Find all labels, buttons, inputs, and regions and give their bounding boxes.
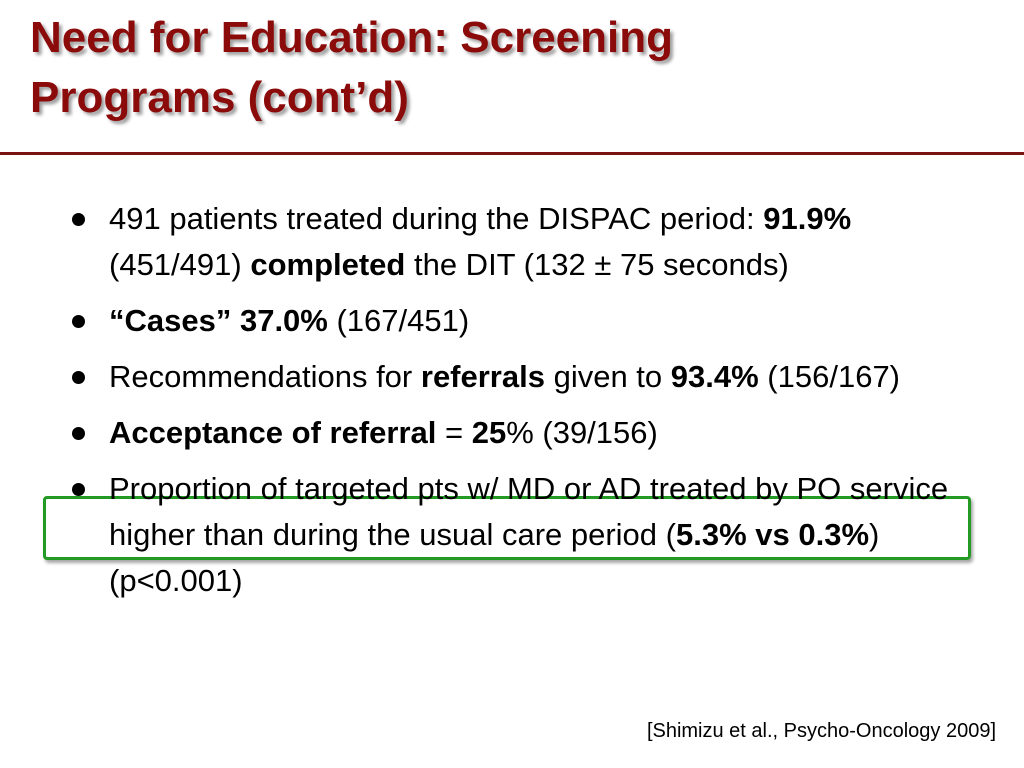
bullet-text: 491 patients treated during the DISPAC period: xyxy=(109,201,764,236)
bullet-text: = xyxy=(436,415,472,450)
citation: [Shimizu et al., Psycho-Oncology 2009] xyxy=(646,720,996,742)
bullet-bold-text: “Cases” 37.0% xyxy=(109,303,328,338)
bullet-list xyxy=(68,196,968,614)
title-divider xyxy=(0,152,1024,155)
slide-title xyxy=(30,8,1010,128)
slide-title-line-1: Need for Education: Screening xyxy=(30,13,673,62)
bullet-icon xyxy=(72,427,85,440)
bullet-bold-text: referrals xyxy=(420,359,545,394)
bullet-item-proportion xyxy=(68,466,968,604)
bullet-icon xyxy=(72,371,85,384)
bullet-text: (451/491) xyxy=(109,247,251,282)
bullet-text: ) (p<0.001) xyxy=(109,517,880,598)
bullet-text: Proportion of targeted pts w/ MD or AD treated by PO service higher than during the usual care period ( xyxy=(109,471,949,552)
bullet-bold-text: Acceptance of referral xyxy=(109,415,437,450)
bullet-bold-text: 5.3% vs 0.3% xyxy=(675,517,870,552)
bullet-item-patients-treated xyxy=(68,196,968,288)
bullet-icon xyxy=(72,315,85,328)
bullet-text: (156/167) xyxy=(758,359,901,394)
bullet-text: Recommendations for xyxy=(109,359,421,394)
bullet-item-acceptance xyxy=(68,410,968,456)
slide-title-line-2: Programs (cont’d) xyxy=(30,73,409,122)
bullet-text: given to xyxy=(544,359,671,394)
bullet-text: (167/451) xyxy=(327,303,470,338)
bullet-item-referrals xyxy=(68,354,968,400)
bullet-item-cases xyxy=(68,298,968,344)
bullet-bold-text: 93.4% xyxy=(670,359,759,394)
bullet-text: % (39/156) xyxy=(506,415,658,450)
bullet-text: the DIT (132 ± 75 seconds) xyxy=(405,247,789,282)
bullet-bold-text: 91.9% xyxy=(763,201,852,236)
bullet-bold-text: 25 xyxy=(471,415,507,450)
bullet-icon xyxy=(72,213,85,226)
bullet-icon xyxy=(72,483,85,496)
bullet-bold-text: completed xyxy=(250,247,406,282)
